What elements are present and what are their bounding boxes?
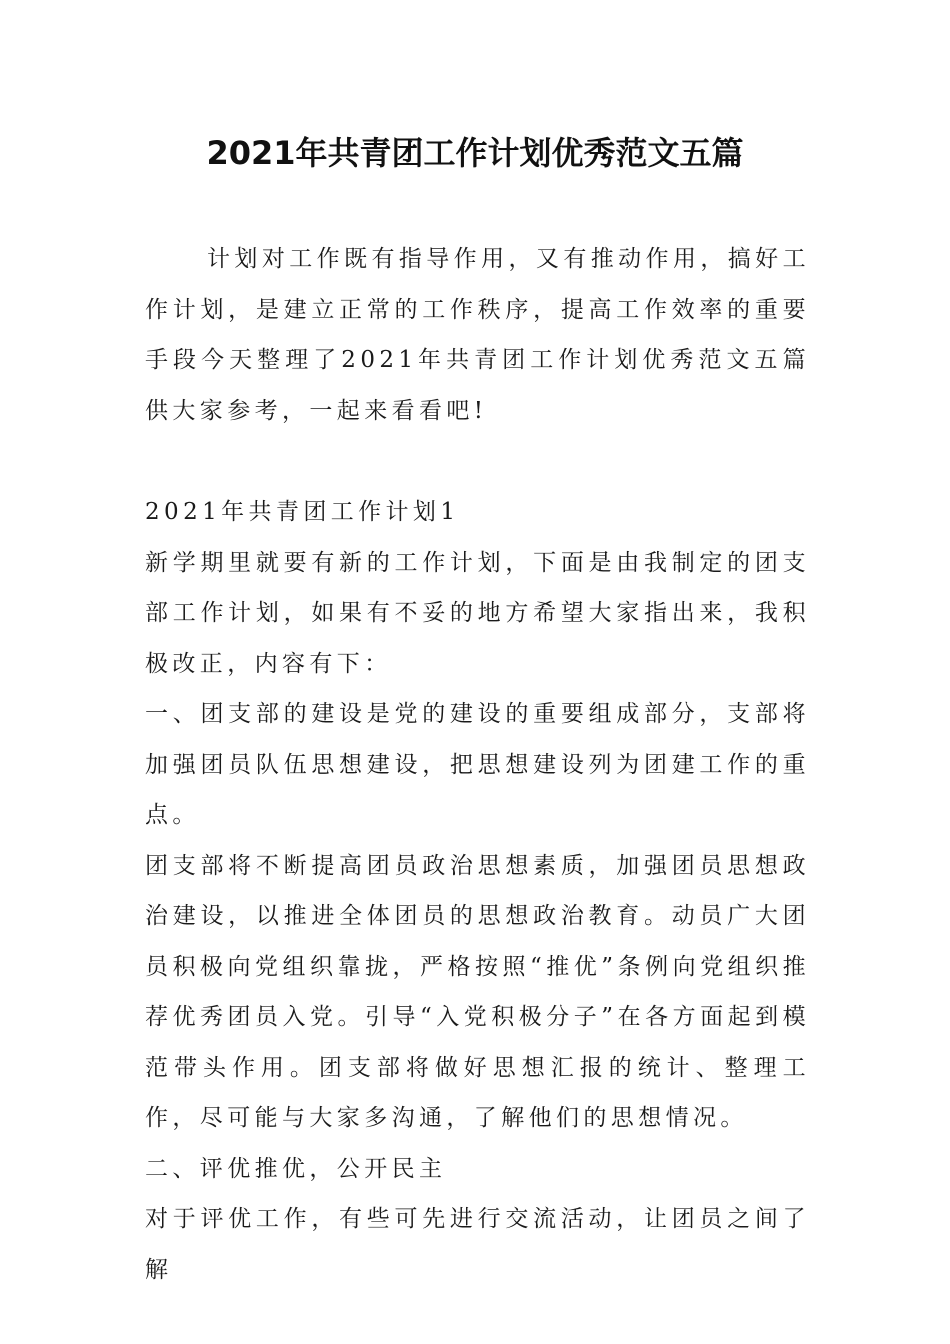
section-heading: 2021年共青团工作计划1 [145,499,460,525]
intro-paragraph: 计划对工作既有指导作用，又有推动作用，搞好工作计划，是建立正常的工作秩序，提高工作效率的重要手段今天整理了2021年共青团工作计划优秀范文五篇供大家参考，一起来看看吧! [145,246,810,424]
document-title: 2021年共青团工作计划优秀范文五篇 [206,134,744,172]
section-1 [145,487,810,1295]
body-paragraph-3: 团支部将不断提高团员政治思想素质，加强团员思想政治建设，以推进全体团员的思想政治教育。动员广大团员积极向党组织靠拢，严格按照“推优”条例向党组织推荐优秀团员入党。引导“入党积极分子”在各方面起到模范带头作用。团支部将做好思想汇报的统计、整理工作，尽可能与大家多沟通，了解他们的思想情况。 [145,852,810,1131]
body-paragraph-5: 对于评优工作，有些可先进行交流活动，让团员之间了解 [145,1206,810,1283]
body-paragraph-1: 新学期里就要有新的工作计划，下面是由我制定的团支部工作计划，如果有不妥的地方希望大家指出来，我积极改正，内容有下： [145,549,810,677]
body-paragraph-4: 二、评优推优，公开民主 [145,1155,447,1182]
body-paragraph-2: 一、团支部的建设是党的建设的重要组成部分，支部将加强团员队伍思想建设，把思想建设列为团建工作的重点。 [145,701,810,828]
